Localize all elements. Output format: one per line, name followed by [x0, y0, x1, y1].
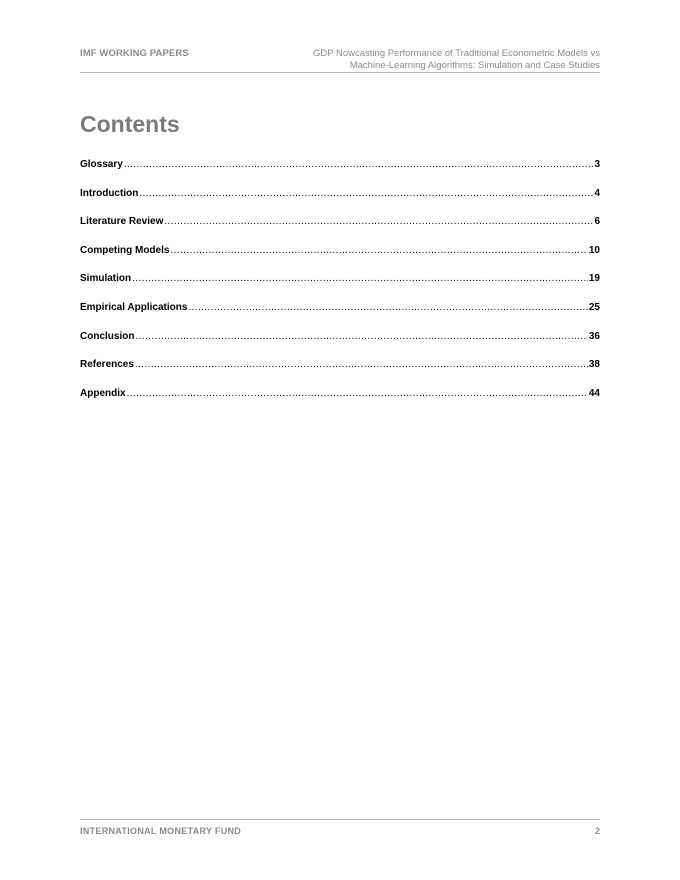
header-divider [80, 72, 600, 73]
toc-dot-leader [135, 331, 587, 342]
toc-entry-label: Glossary [80, 159, 123, 170]
footer-page-number: 2 [594, 826, 600, 836]
toc-entry-page: 4 [594, 187, 600, 199]
toc-entry-empirical-applications[interactable] [80, 302, 600, 331]
footer-organization: INTERNATIONAL MONETARY FUND [80, 826, 242, 836]
toc-dot-leader [170, 245, 587, 256]
toc-entry-page: 10 [588, 244, 600, 256]
toc-entry-label: Competing Models [80, 244, 170, 256]
toc-entry-label: Empirical Applications [80, 301, 188, 313]
footer-divider [80, 819, 600, 820]
toc-entry-page: 6 [594, 216, 600, 228]
toc-entry-page: 25 [588, 301, 600, 313]
toc-entry-appendix[interactable] [80, 388, 600, 417]
toc-entry-label: Conclusion [80, 330, 135, 342]
toc-entry-label: Appendix [80, 387, 126, 399]
toc-dot-leader [124, 159, 594, 170]
toc-dot-leader [127, 388, 588, 399]
toc-entry-conclusion[interactable] [80, 331, 600, 360]
toc-entry-page: 38 [588, 359, 600, 371]
toc-entry-label: Introduction [80, 187, 139, 199]
toc-entry-references[interactable] [80, 359, 600, 388]
toc-dot-leader [139, 188, 593, 199]
toc-entry-label: References [80, 359, 134, 371]
toc-entry-page: 44 [588, 387, 600, 399]
toc-dot-leader [135, 359, 588, 370]
toc-entry-page: 36 [588, 330, 600, 342]
toc-dot-leader [188, 302, 587, 313]
header-series-label: IMF WORKING PAPERS [80, 48, 189, 59]
toc-entry-page: 3 [594, 159, 600, 170]
header-title-line-1: GDP Nowcasting Performance of Traditional Econometric Models vs [312, 48, 600, 59]
toc-entry-label: Literature Review [80, 216, 164, 228]
toc-dot-leader [132, 273, 588, 284]
toc-entry-glossary[interactable] [80, 159, 600, 188]
toc-entry-introduction[interactable] [80, 188, 600, 217]
toc-dot-leader [164, 216, 593, 227]
table-of-contents [80, 159, 600, 416]
header-title-line-2: Machine-Learning Algorithms: Simulation and Case Studies [349, 60, 600, 71]
toc-entry-competing-models[interactable] [80, 245, 600, 274]
toc-entry-literature-review[interactable] [80, 216, 600, 245]
toc-entry-page: 19 [588, 273, 600, 285]
toc-entry-label: Simulation [80, 273, 132, 285]
header-document-title [260, 48, 600, 72]
toc-entry-simulation[interactable] [80, 273, 600, 302]
page-title: Contents [80, 111, 180, 137]
